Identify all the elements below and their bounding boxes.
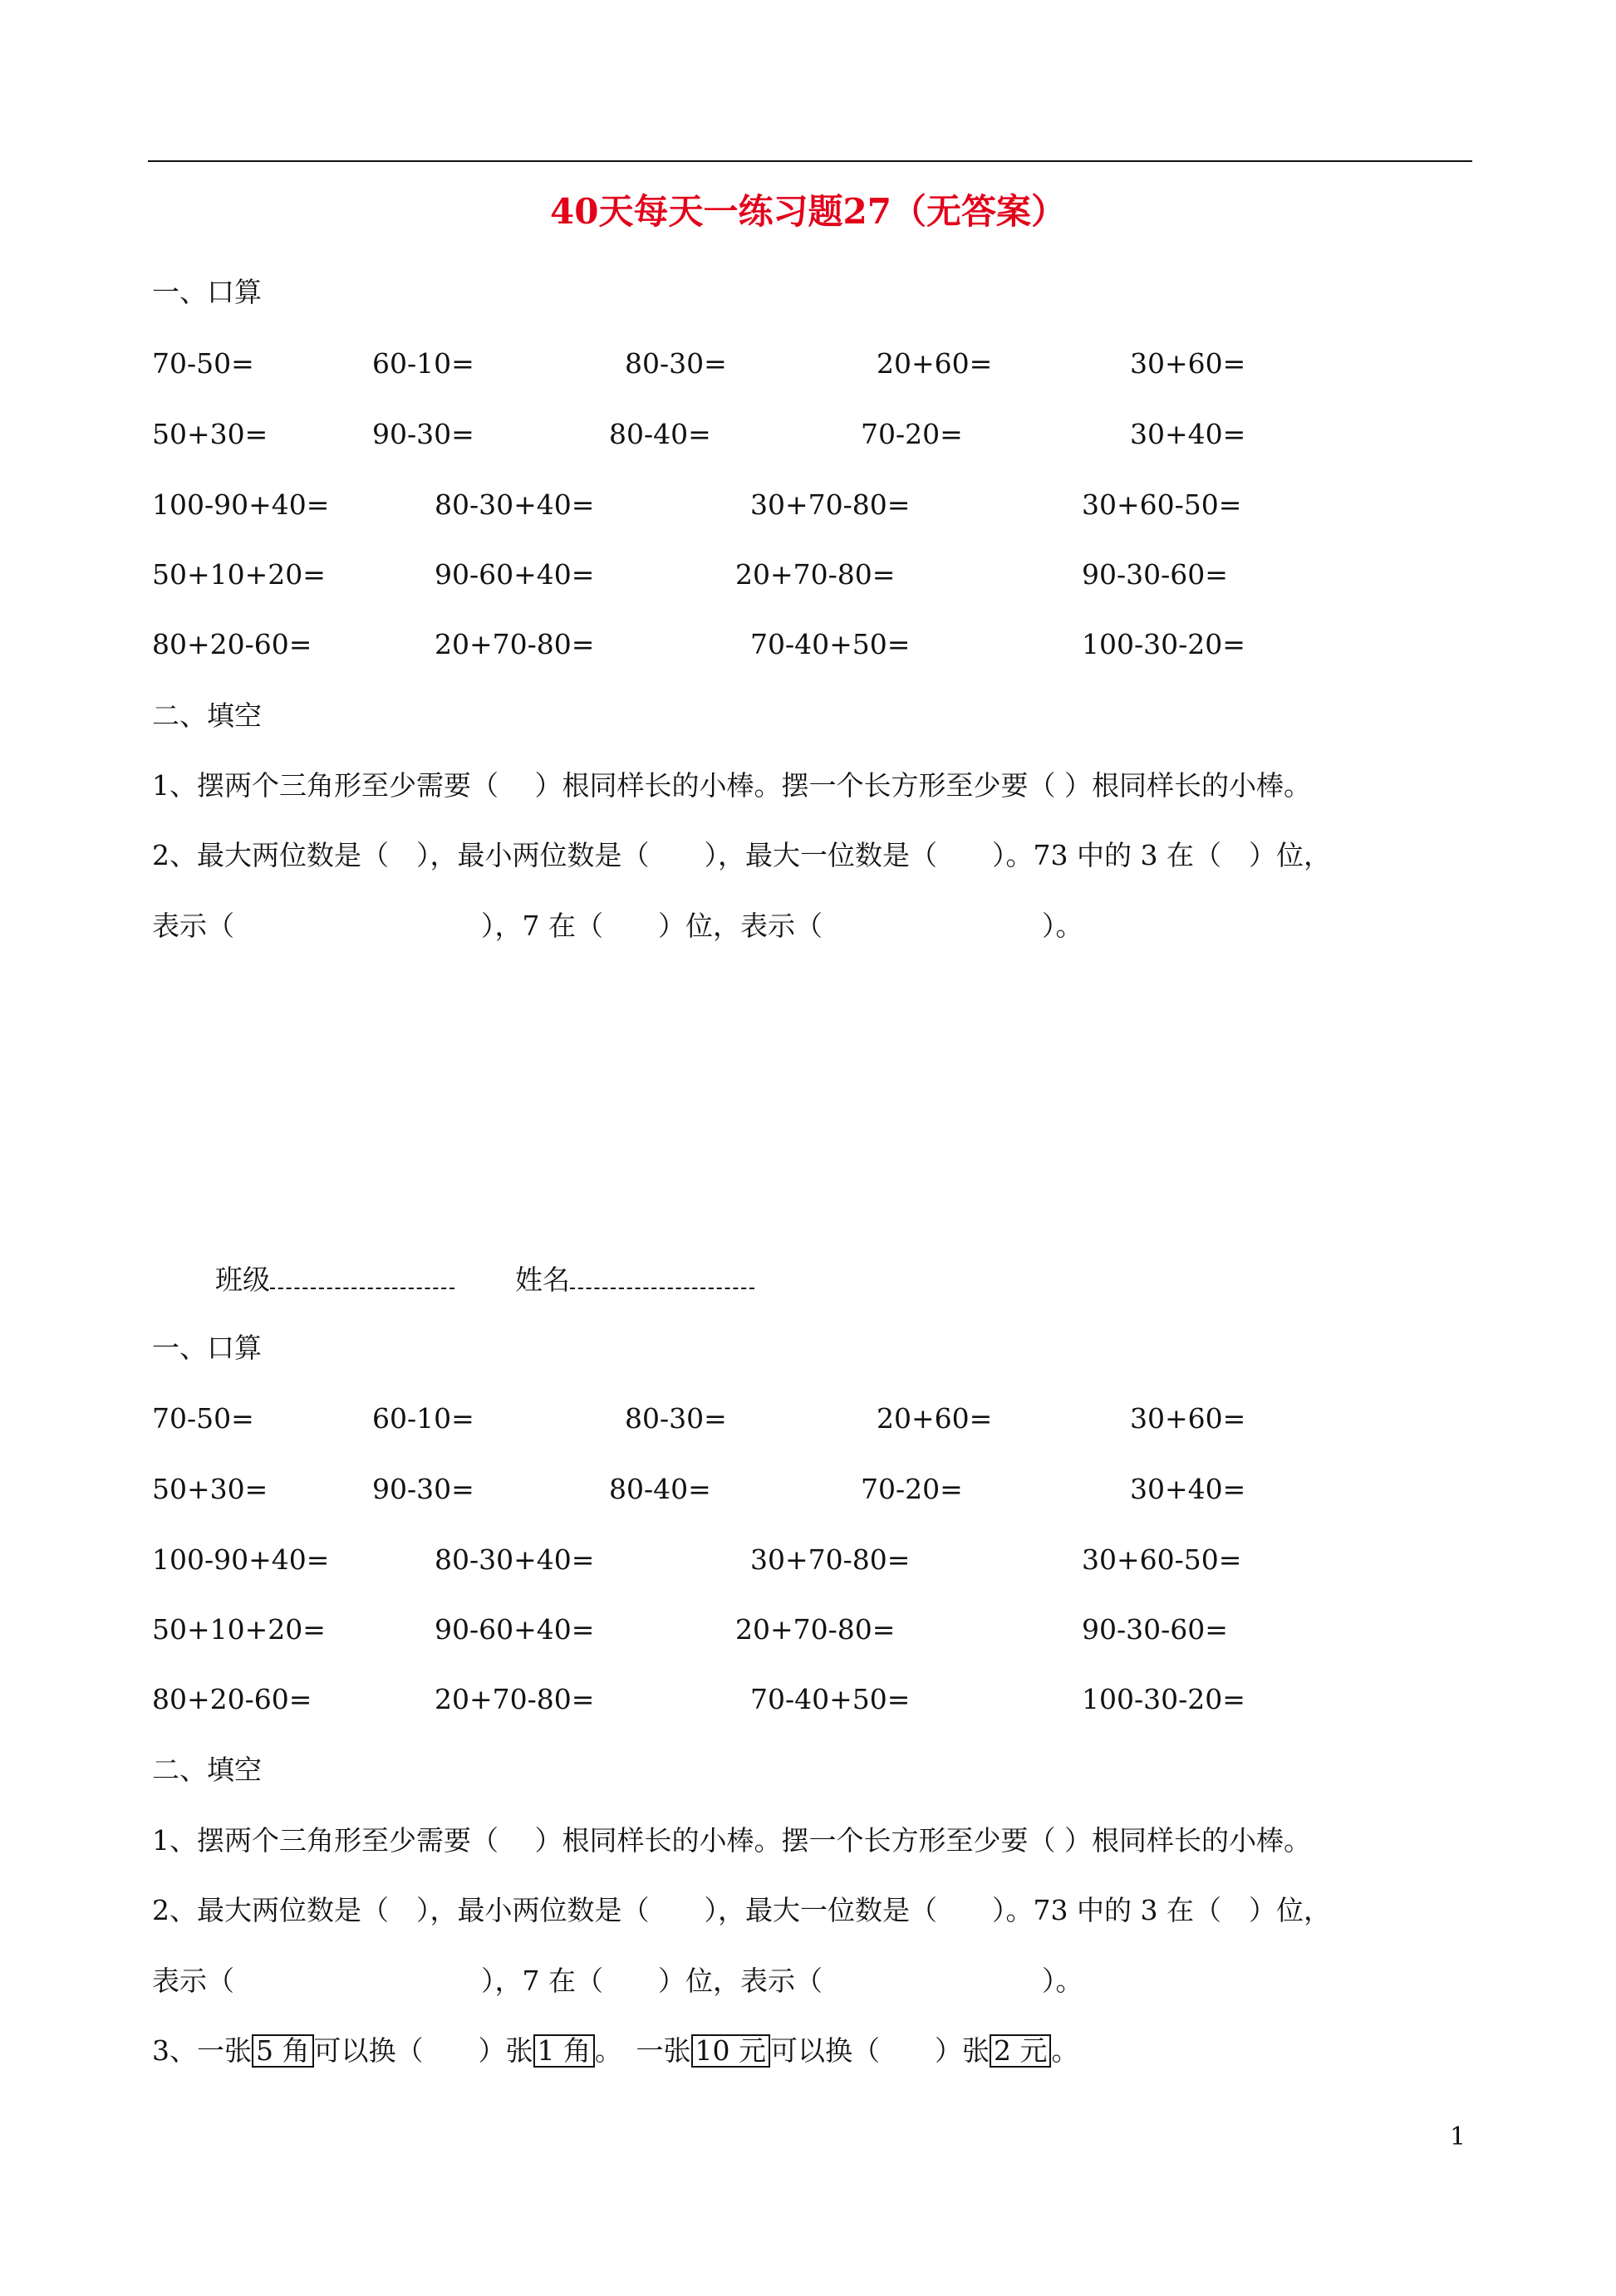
calc-item: 90-30= [372,1473,474,1505]
name-field [515,1263,754,1297]
calc-item: 70-20= [861,1473,963,1505]
money-box-1-jiao: 1 角 [533,2034,596,2068]
calc-item: 20+70-80= [735,558,896,591]
calc-item: 30+70-80= [750,1543,911,1576]
calc-item: 100-30-20= [1082,1683,1245,1715]
calc-item: 90-30-60= [1082,1613,1228,1646]
fill-question-3 [152,2034,1078,2068]
calc-item: 70-40+50= [750,1683,911,1715]
calc-item: 70-50= [152,347,254,380]
calc-item: 80-30= [625,347,727,380]
calc-item: 90-60+40= [435,1613,595,1646]
money-box-2-yuan: 2 元 [990,2034,1052,2068]
calc-item: 100-90+40= [152,1543,330,1576]
calc-item: 100-90+40= [152,488,330,521]
class-blank [270,1263,454,1289]
calc-item: 30+60-50= [1082,488,1242,521]
q3-text: 可以换（ ）张 [313,2034,533,2067]
calc-item: 50+10+20= [152,1613,326,1646]
calc-item: 80-30+40= [435,488,595,521]
calc-item: 70-20= [861,418,963,450]
class-field [215,1263,454,1297]
section-fill-blank-title: 二、填空 [152,699,262,732]
header-rule [148,160,1472,162]
calc-item: 20+60= [877,1402,993,1435]
calc-item: 80-40= [609,418,711,450]
calc-item: 20+60= [877,347,993,380]
calc-item: 30+40= [1130,1473,1246,1505]
calc-item: 90-30-60= [1082,558,1228,591]
calc-item: 30+70-80= [750,488,911,521]
name-label: 姓名 [515,1263,570,1296]
page-number: 1 [1450,2122,1466,2151]
class-label: 班级 [215,1263,270,1296]
calc-item: 30+60-50= [1082,1543,1242,1576]
calc-item: 50+10+20= [152,558,326,591]
calc-item: 80+20-60= [152,1683,312,1715]
q3-prefix: 3、一张 [152,2034,252,2067]
q3-end: 。 [1051,2034,1079,2067]
calc-item: 50+30= [152,1473,268,1505]
calc-item: 30+60= [1130,347,1246,380]
money-box-5-jiao: 5 角 [252,2034,314,2068]
page-title: 40天每天一练习题27（无答案） [550,191,1066,232]
calc-item: 20+70-80= [435,1683,595,1715]
calc-item: 90-60+40= [435,558,595,591]
fill-question-2: 2、最大两位数是（ ），最小两位数是（ ），最大一位数是（ ）。73 中的 3 在（ ）位， [152,839,1331,871]
q3-text: 。 一张 [595,2034,691,2067]
calc-item: 80-30+40= [435,1543,595,1576]
calc-item: 70-50= [152,1402,254,1435]
fill-question-2-cont: 表示（ ），7 在（ ）位，表示（ ）。 [152,1965,1083,1997]
calc-item: 90-30= [372,418,474,450]
calc-item: 20+70-80= [435,628,595,660]
fill-question-2: 2、最大两位数是（ ），最小两位数是（ ），最大一位数是（ ）。73 中的 3 在（ ）位， [152,1894,1331,1926]
section-oral-calc-title: 一、口算 [152,1332,262,1364]
section-fill-blank-title: 二、填空 [152,1754,262,1786]
fill-question-2-cont: 表示（ ），7 在（ ）位，表示（ ）。 [152,910,1083,942]
calc-item: 30+60= [1130,1402,1246,1435]
money-box-10-yuan: 10 元 [691,2034,770,2068]
fill-question-1: 1、摆两个三角形至少需要（ ）根同样长的小棒。摆一个长方形至少要（ ）根同样长的小棒。 [152,769,1311,802]
calc-item: 80-30= [625,1402,727,1435]
calc-item: 30+40= [1130,418,1246,450]
calc-item: 80-40= [609,1473,711,1505]
fill-question-1: 1、摆两个三角形至少需要（ ）根同样长的小棒。摆一个长方形至少要（ ）根同样长的小棒。 [152,1824,1311,1857]
calc-item: 20+70-80= [735,1613,896,1646]
calc-item: 100-30-20= [1082,628,1245,660]
section-oral-calc-title: 一、口算 [152,276,262,308]
q3-text: 可以换（ ）张 [769,2034,990,2067]
calc-item: 60-10= [372,347,474,380]
calc-item: 70-40+50= [750,628,911,660]
name-blank [570,1263,754,1289]
calc-item: 60-10= [372,1402,474,1435]
calc-item: 50+30= [152,418,268,450]
calc-item: 80+20-60= [152,628,312,660]
